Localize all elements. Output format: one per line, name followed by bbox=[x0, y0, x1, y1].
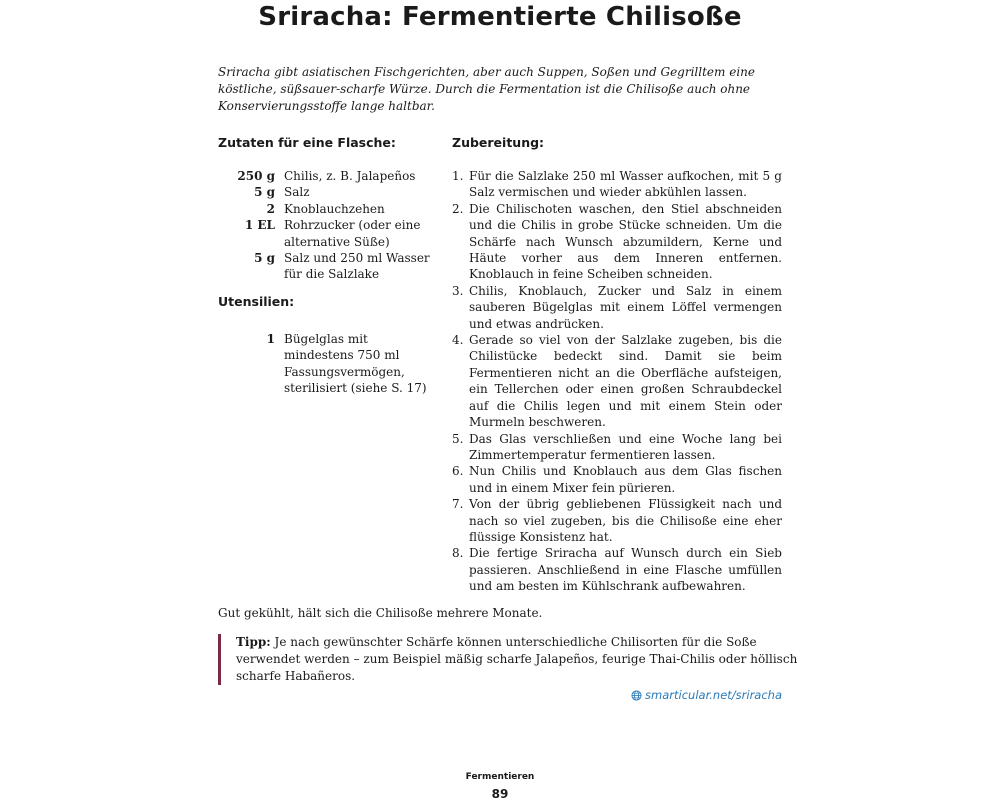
tip-box bbox=[218, 634, 800, 685]
ingredient-item bbox=[218, 201, 433, 217]
preparation-heading: Zubereitung: bbox=[452, 135, 545, 150]
step-item bbox=[452, 201, 782, 283]
step-text: Das Glas verschließen und eine Woche lang bei Zimmertemperatur fermentieren lassen. bbox=[469, 431, 782, 462]
ingredient-name: Chilis, z. B. Jalapeños bbox=[284, 169, 416, 183]
ingredient-name: Salz bbox=[284, 185, 310, 200]
step-number: 5. bbox=[452, 431, 464, 446]
page-number: 89 bbox=[491, 787, 509, 801]
step-item bbox=[452, 545, 782, 594]
ingredient-name: Salz und 250 ml Wasser für die Salzlake bbox=[284, 251, 430, 282]
step-text: Chilis, Knoblauch, Zucker und Salz in einem sauberen Bügelglas mit einem Löffel vermengen und etwas andrücken. bbox=[469, 283, 782, 331]
ingredient-qty: 1 EL bbox=[244, 218, 275, 233]
step-number: 2. bbox=[452, 201, 464, 216]
ingredient-qty: 250 g bbox=[237, 169, 275, 183]
step-number: 4. bbox=[452, 333, 464, 348]
utensils-list bbox=[218, 331, 433, 397]
utensil-qty: 1 bbox=[266, 331, 275, 346]
step-text: Von der übrig gebliebenen Flüssigkeit nach und nach so viel zugeben, bis die Chilisoße eine eher flüssige Konsistenz hat. bbox=[469, 497, 782, 544]
ingredient-item bbox=[218, 217, 433, 250]
step-item bbox=[452, 168, 782, 201]
step-text: Die fertige Sriracha auf Wunsch durch ein Sieb passieren. Anschließend in eine Flasche umfüllen und am besten im Kühlschrank aufbewahren. bbox=[469, 546, 782, 594]
ingredient-qty: 5 g bbox=[254, 185, 275, 200]
source-link[interactable]: smarticular.net/sriracha bbox=[645, 688, 782, 702]
intro-paragraph: Sriracha gibt asiatischen Fischgerichten, aber auch Suppen, Soßen und Gegrilltem eine köstliche, süßsauer-scharfe Würze. Durch die Fermentation ist die Chilisoße auch ohne Konservierungsstoffe lange haltbar. bbox=[218, 65, 755, 113]
utensil-name: Bügelglas mit mindestens 750 ml Fassungsvermögen, sterilisiert (siehe S. 17) bbox=[284, 331, 427, 396]
utensils-heading: Utensilien: bbox=[218, 293, 295, 309]
tip-text: Je nach gewünschter Schärfe können unterschiedliche Chilisorten für die Soße verwendet werden – zum Beispiel mäßig scharfe Jalapeños, feurige Thai-Chilis oder höllisch scharfe Habañeros. bbox=[236, 635, 798, 683]
ingredient-item bbox=[218, 168, 433, 184]
step-number: 3. bbox=[452, 283, 464, 298]
ingredient-item bbox=[218, 184, 433, 200]
source-link-row bbox=[600, 688, 782, 702]
ingredient-qty: 2 bbox=[266, 201, 275, 216]
ingredients-list bbox=[218, 168, 433, 283]
right-column bbox=[452, 134, 782, 595]
left-column bbox=[218, 134, 433, 396]
ingredient-qty: 5 g bbox=[254, 251, 275, 266]
ingredient-name: Knoblauchzehen bbox=[284, 201, 385, 216]
step-item bbox=[452, 283, 782, 332]
step-text: Nun Chilis und Knoblauch aus dem Glas fischen und in einem Mixer fein pürieren. bbox=[469, 464, 782, 495]
page-title: Sriracha: Fermentierte Chilisoße bbox=[258, 2, 742, 32]
step-number: 8. bbox=[452, 546, 464, 561]
ingredients-heading: Zutaten für eine Flasche: bbox=[218, 135, 396, 150]
step-item bbox=[452, 431, 782, 464]
step-number: 7. bbox=[452, 497, 464, 512]
step-item bbox=[452, 332, 782, 430]
preparation-steps bbox=[452, 168, 782, 595]
step-item bbox=[452, 463, 782, 496]
ingredient-name: Rohrzucker (oder eine alternative Süße) bbox=[284, 218, 421, 249]
step-item bbox=[452, 496, 782, 545]
step-text: Die Chilischoten waschen, den Stiel abschneiden und die Chilis in grobe Stücke schneiden. Um die Schärfe nach Wunsch abzumildern, Kerne und Häute vorher aus dem Inneren entfernen. Knoblauch in feine Scheiben schneiden. bbox=[469, 201, 782, 282]
step-text: Gerade so viel von der Salzlake zugeben, bis die Chilistücke bedeckt sind. Damit sie beim Fermentieren nicht an die Oberfläche aufsteigen, ein Tellerchen oder einen großen Schraubdeckel auf die Chilis legen und mit einem Stein oder Murmeln beschweren. bbox=[469, 333, 782, 430]
step-text: Für die Salzlake 250 ml Wasser aufkochen, mit 5 g Salz vermischen und wieder abkühlen lassen. bbox=[469, 169, 782, 200]
step-number: 6. bbox=[452, 464, 464, 479]
storage-note: Gut gekühlt, hält sich die Chilisoße mehrere Monate. bbox=[218, 606, 543, 620]
footer-section-title: Fermentieren bbox=[465, 772, 535, 782]
step-number: 1. bbox=[452, 169, 464, 183]
utensil-item bbox=[218, 331, 433, 397]
tip-label: Tipp: bbox=[236, 635, 271, 649]
ingredient-item bbox=[218, 250, 433, 283]
globe-icon bbox=[631, 690, 642, 701]
